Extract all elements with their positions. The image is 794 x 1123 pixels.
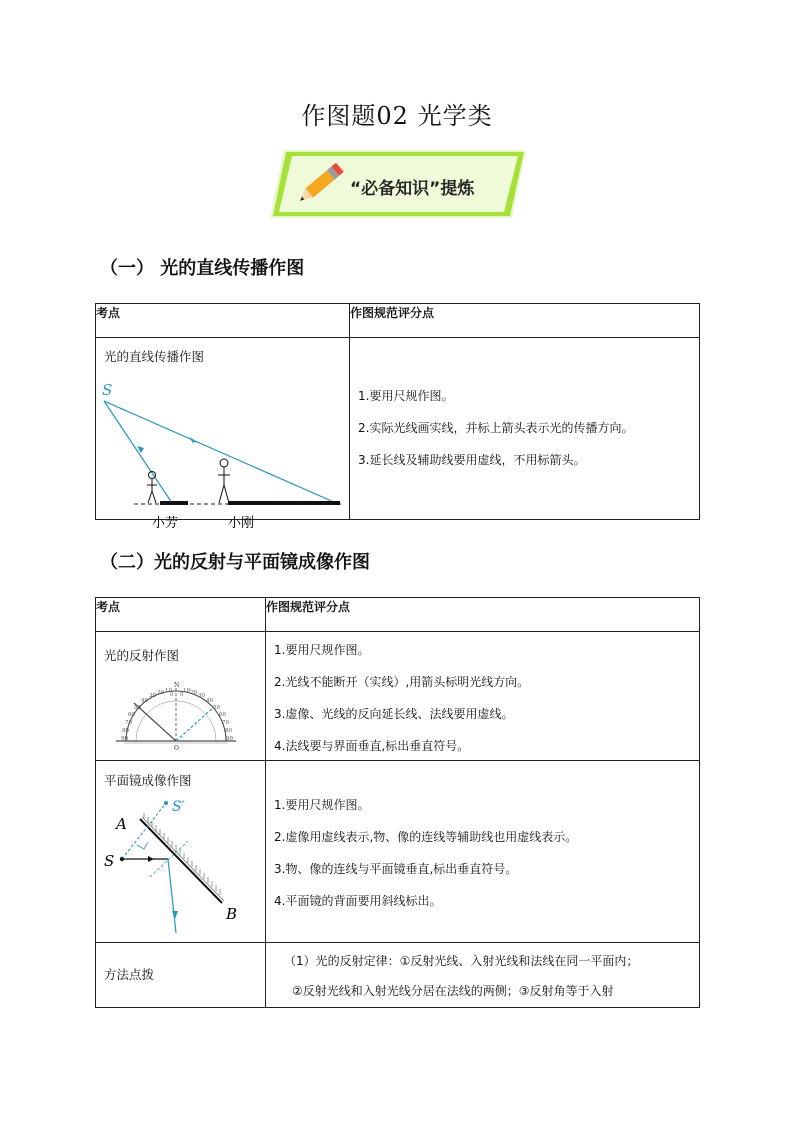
person-icon [218,459,230,503]
col-header-topic: 考点 [96,598,266,632]
scale-tick-label: 30 [149,693,156,699]
rule-item: 3.虚像、光线的反向延长线、法线要用虚线。 [274,707,514,721]
mirror-criteria-cell [266,761,700,943]
banner-label: “必备知识”提炼 [350,179,475,199]
section-heading-2: （二）光的反射与平面镜成像作图 [100,552,370,573]
rule-item: 1.要用尺规作图。 [358,389,454,403]
scale-tick-label: 0 [170,692,174,698]
topic-label: 方法点拨 [104,967,155,982]
topic-cell [96,338,350,531]
page-title: 作图题02 光学类 [301,102,493,130]
scale-tick-label: 80 [225,728,232,734]
normal-label: N [174,682,180,689]
straight-line-propagation-figure [96,365,348,531]
col-header-topic: 考点 [96,304,350,338]
scale-tick-label: 50 [134,705,141,711]
scale-tick-label: 90 [121,736,128,742]
point-b-label: B [226,905,238,923]
person-icon [147,472,157,504]
reflection-criteria-cell [266,632,700,761]
rule-item: 1.要用尺规作图。 [274,798,370,812]
method-topic-cell [96,943,266,1008]
rule-item: 3.延长线及辅助线要用虚线，不用标箭头。 [358,453,586,467]
reflection-protractor-figure [96,666,264,756]
scale-tick-label: 10 [165,688,172,694]
section-heading-1: （一） 光的直线传播作图 [100,258,305,279]
person2-label: 小刚 [228,516,255,531]
rule-item: 2.光线不能断开（实线）,用箭头标明光线方向。 [274,675,530,689]
rule-item: 2.虚像用虚线表示,物、像的连线等辅助线也用虚线表示。 [274,830,578,844]
scale-tick-label: 60 [128,712,135,718]
source-label: S [102,381,113,399]
method-content-cell [266,943,700,1008]
rule-item: 4.平面镜的背面要用斜线标出。 [274,894,442,908]
scale-tick-label: 20 [190,690,197,696]
scale-tick-label: 50 [213,705,220,711]
criteria-cell [350,338,700,520]
table-light-propagation [95,303,700,531]
scale-tick-label: 70 [222,720,229,726]
topic-label: 光的反射作图 [104,648,180,663]
rule-item: 1.要用尺规作图。 [274,643,370,657]
person1-label: 小芳 [152,516,179,531]
scale-tick-label: 40 [141,698,148,704]
topic-label: 平面镜成像作图 [104,773,192,788]
scale-tick-label: 0 [180,692,184,698]
origin-label: O [174,745,179,752]
method-line: ②反射光线和入射光线分居在法线的两侧；③反射角等于入射 [292,984,614,998]
scale-tick-label: 30 [198,693,205,699]
rule-item: 3.物、像的连线与平面镜垂直,标出垂直符号。 [274,862,518,876]
reflection-topic-cell [96,632,266,761]
mirror-topic-cell [96,761,266,943]
rule-item: 4.法线要与界面垂直,标出垂直符号。 [274,739,470,753]
scale-tick-label: 10 [183,688,190,694]
scale-tick-label: 20 [157,690,164,696]
rule-item: 2.实际光线画实线，并标上箭头表示光的传播方向。 [358,421,634,435]
col-header-criteria: 作图规范评分点 [266,598,700,632]
col-header-criteria: 作图规范评分点 [350,304,700,338]
scale-tick-label: 40 [206,698,213,704]
method-line: （1）光的反射定律：①反射光线、入射光线和法线在同一平面内； [284,954,639,968]
scale-tick-label: 60 [219,712,226,718]
image-label: S′ [172,799,185,815]
point-a-label: A [116,815,127,833]
scale-tick-label: 80 [122,728,129,734]
topic-label: 光的直线传播作图 [104,349,205,364]
scale-tick-label: 70 [125,720,132,726]
table-reflection-mirror [95,597,700,1008]
source-label: S [104,852,115,870]
plane-mirror-figure [96,789,264,939]
scale-tick-label: 90 [226,736,233,742]
